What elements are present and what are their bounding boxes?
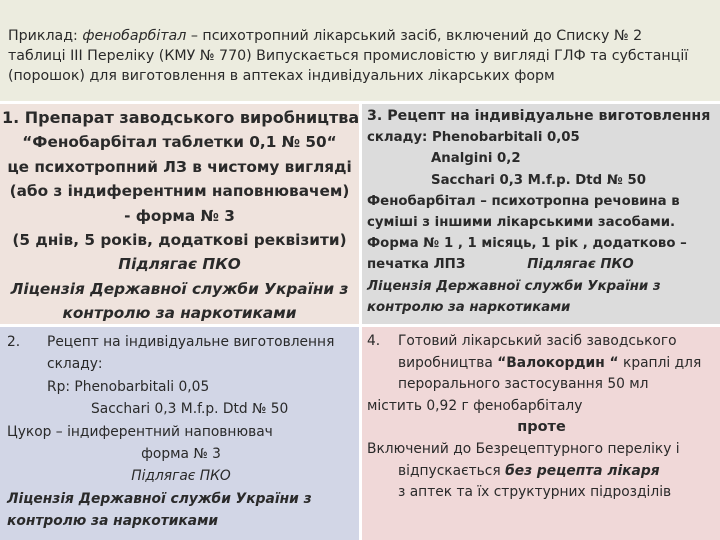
header-line-3: (порошок) для виготовлення в аптеках індивідуальних лікарських форм: [8, 68, 555, 84]
cell2-line-2: складу:: [47, 356, 103, 373]
cell4-drug-name: “Валокордин “: [497, 354, 619, 371]
cell1-line-5: - форма № 3: [124, 206, 235, 225]
cell1-line-8: Ліцензія Державної служби України з: [10, 279, 349, 298]
header-text: – психотропний лікарський засіб, включений до Списку № 2: [186, 28, 643, 44]
cell4-line-7a: відпускається: [398, 462, 506, 479]
cell2-line-3: Rp: Phenobarbitali 0,05: [47, 378, 210, 395]
cell3-pko-text: Підлягає ПКО: [527, 257, 634, 273]
cell2-line-4: Sacchari 0,3 M.f.p. Dtd № 50: [91, 401, 289, 418]
cell4-line-5: проте: [517, 419, 566, 436]
cell1-line-6: (5 днів, 5 років, додаткові реквізити): [12, 231, 347, 250]
cell2-number: 2.: [7, 334, 21, 350]
cell4-line-4: містить 0,92 г фенобарбіталу: [367, 397, 583, 414]
cell-2-recipe-with-sugar: [0, 327, 359, 540]
cell4-line-2: [367, 353, 716, 375]
cell-3-individual-recipe: [362, 104, 720, 324]
cell2-line-8: Ліцензія Державної служби України з: [7, 490, 312, 507]
cell1-line-1: 1. Препарат заводського виробництва: [2, 108, 359, 127]
header-prefix: Приклад:: [8, 28, 83, 44]
cell3-line-9: Ліцензія Державної служби України з: [367, 278, 661, 294]
cell1-line-9: контролю за наркотиками: [62, 304, 297, 323]
cell4-line-7: [367, 461, 716, 483]
header-line-2: таблиці ІІІ Переліку (КМУ № 770) Випускається промисловістю у вигляді ГЛФ та субстанції: [8, 48, 689, 64]
cell4-no-prescription: без рецепта лікаря: [505, 462, 660, 479]
cell4-line-2c: краплі для: [618, 354, 702, 371]
cell3-line-3: Analgini 0,2: [431, 151, 521, 167]
cell3-line-7: Форма № 1 , 1 місяць, 1 рік , додатково –: [367, 236, 687, 252]
header-panel: [0, 0, 720, 101]
cell3-line-1: 3. Рецепт на індивідуальне виготовлення: [367, 108, 711, 124]
cell4-line-6: Включений до Безрецептурного переліку і: [367, 440, 680, 457]
cell3-line-5: Фенобарбітал – психотропна речовина в: [367, 193, 680, 209]
cell4-line-3: перорального застосування 50 мл: [398, 376, 649, 393]
cell1-line-2: “Фенобарбітал таблетки 0,1 № 50“: [22, 133, 337, 152]
cell3-line-6: суміші з іншими лікарськими засобами.: [367, 215, 676, 231]
cell2-line-9: контролю за наркотиками: [7, 513, 219, 530]
cell2-line-1-text: Рецепт на індивідуальне виготовлення: [47, 334, 335, 350]
cell4-number: 4.: [367, 333, 381, 349]
cell2-line-6: форма № 3: [141, 446, 221, 463]
cell3-stamp-text: печатка ЛПЗ: [367, 257, 466, 273]
cell-4-valocordin: [362, 327, 720, 540]
cell4-line-2a: виробництва: [398, 354, 498, 371]
cell3-line-4: Sacchari 0,3 M.f.p. Dtd № 50: [431, 172, 646, 188]
cell2-line-7: Підлягає ПКО: [131, 468, 231, 485]
cell4-line-1: [367, 331, 716, 353]
header-line-1: [8, 26, 712, 46]
cell2-line-1: [7, 331, 355, 353]
cell4-line-8: з аптек та їх структурних підрозділів: [398, 484, 672, 501]
cell1-line-4: (або з індиферентним наповнювачем): [9, 182, 350, 201]
cell1-line-3: це психотропний ЛЗ в чистому вигляді: [7, 157, 352, 176]
cell3-line-10: контролю за наркотиками: [367, 299, 571, 315]
cell2-line-5: Цукор – індиферентний наповнювач: [7, 423, 273, 440]
cell-1-factory-tablets: [0, 104, 359, 324]
cell3-line-2: складу: Phenobarbitali 0,05: [367, 130, 580, 146]
cell3-line-8: [367, 254, 716, 275]
header-drug-name: фенобарбітал: [82, 28, 187, 44]
cell4-line-1-text: Готовий лікарський засіб заводського: [398, 333, 677, 349]
cell1-line-7: Підлягає ПКО: [118, 255, 241, 274]
